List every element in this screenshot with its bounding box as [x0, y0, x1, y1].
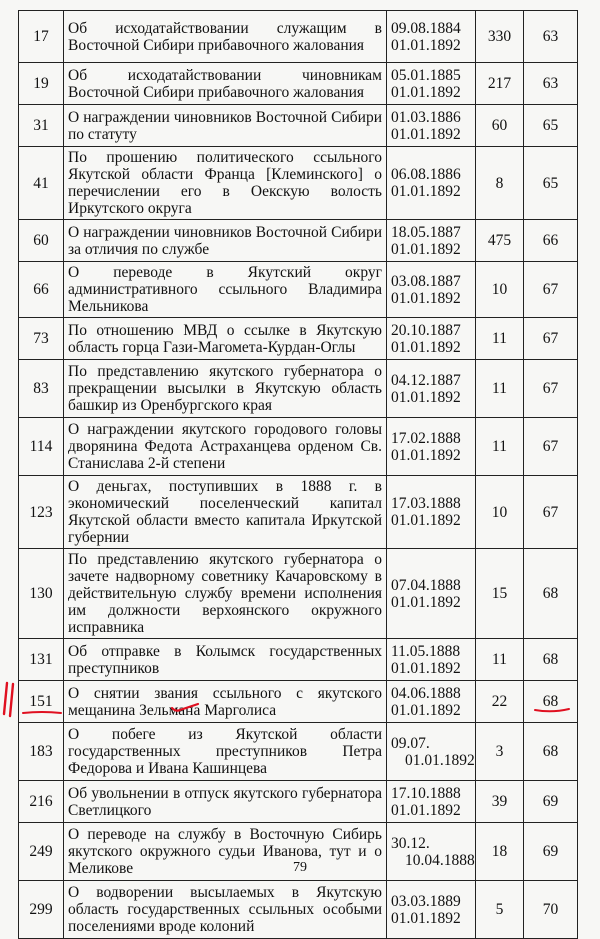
start-date: 03.08.1887 — [391, 272, 461, 290]
case-dates — [387, 262, 476, 318]
page-ref: 67 — [524, 360, 578, 418]
sheet-count: 22 — [476, 681, 524, 723]
case-number: 216 — [19, 781, 64, 823]
start-date: 06.08.1886 — [391, 166, 461, 183]
page-ref: 67 — [524, 318, 578, 360]
case-dates — [387, 476, 476, 549]
start-date: 04.06.1888 — [391, 684, 461, 702]
case-dates — [387, 63, 476, 105]
end-date: 01.01.1892 — [391, 289, 461, 307]
start-date: 30.12. — [391, 834, 430, 852]
case-number: 83 — [19, 360, 64, 418]
case-dates — [387, 881, 476, 939]
case-number: 249 — [19, 823, 64, 881]
end-date: 01.01.1892 — [391, 701, 461, 719]
table-row — [19, 360, 578, 418]
table-row — [19, 881, 578, 939]
red-check-mark-icon — [1, 680, 19, 720]
end-date: 01.01.1892 — [391, 183, 461, 200]
start-date: 09.07. — [391, 734, 430, 752]
page-ref: 66 — [524, 220, 578, 262]
case-title: О снятии звания ссыльного с якутского мещанина Зельмана Марголиса — [64, 681, 387, 723]
end-date: 01.01.1892 — [391, 83, 461, 101]
sheet-count: 10 — [476, 476, 524, 549]
case-dates — [387, 11, 476, 63]
table-row — [19, 63, 578, 105]
page-ref: 70 — [524, 881, 578, 939]
start-date: 04.12.1887 — [391, 371, 461, 389]
case-number: 131 — [19, 639, 64, 681]
case-title: О награждении чиновников Восточной Сибири по статуту — [64, 105, 387, 147]
archive-inventory-table — [18, 10, 578, 939]
table-row — [19, 11, 578, 63]
sheet-count: 11 — [476, 318, 524, 360]
start-date: 17.10.1888 — [391, 784, 461, 802]
sheet-count: 11 — [476, 639, 524, 681]
start-date: 05.01.1885 — [391, 66, 461, 84]
table-row — [19, 105, 578, 147]
table-row — [19, 418, 578, 476]
case-title: О побеге из Якутской области государственных преступников Петра Федорова и Ивана Кашинцева — [64, 723, 387, 781]
end-date: 01.01.1892 — [391, 909, 461, 927]
page-ref: 63 — [524, 63, 578, 105]
page-ref: 67 — [524, 262, 578, 318]
sheet-count: 39 — [476, 781, 524, 823]
sheet-count: 3 — [476, 723, 524, 781]
case-number: 151 — [19, 681, 64, 723]
case-dates — [387, 220, 476, 262]
case-title: О водворении высылаемых в Якутскую область государственных ссыльных особыми поселениями вроде колоний — [64, 881, 387, 939]
sheet-count: 217 — [476, 63, 524, 105]
page-ref: 68 — [524, 549, 578, 639]
table-row — [19, 681, 578, 723]
page-ref: 68 — [524, 639, 578, 681]
page-ref: 67 — [524, 418, 578, 476]
case-dates — [387, 781, 476, 823]
start-date: 03.03.1889 — [391, 892, 461, 910]
start-date: 18.05.1887 — [391, 223, 461, 241]
page-ref: 69 — [524, 823, 578, 881]
case-number: 41 — [19, 147, 64, 220]
end-date: 01.01.1892 — [391, 659, 461, 677]
page-ref: 68 — [524, 681, 578, 723]
table-row — [19, 220, 578, 262]
case-title: По отношению МВД о ссылке в Якутскую область горца Гази-Магомета-Курдан-Оглы — [64, 318, 387, 360]
table-row — [19, 147, 578, 220]
page-ref: 65 — [524, 147, 578, 220]
end-date: 01.01.1892 — [391, 593, 461, 611]
start-date: 17.03.1888 — [391, 495, 461, 512]
case-dates — [387, 723, 476, 781]
start-date: 11.05.1888 — [391, 642, 461, 660]
sheet-count: 475 — [476, 220, 524, 262]
sheet-count: 5 — [476, 881, 524, 939]
case-dates — [387, 418, 476, 476]
case-number: 130 — [19, 549, 64, 639]
case-number: 73 — [19, 318, 64, 360]
case-number: 19 — [19, 63, 64, 105]
case-title: О награждении якутского городового головы дворянина Федота Астраханцева орденом Св. Станислава 2-й степени — [64, 418, 387, 476]
case-number: 183 — [19, 723, 64, 781]
page-ref: 69 — [524, 781, 578, 823]
case-number: 17 — [19, 11, 64, 63]
end-date: 01.01.1892 — [391, 801, 461, 819]
end-date: 10.04.1888 — [405, 851, 475, 869]
page-ref: 65 — [524, 105, 578, 147]
page-ref: 67 — [524, 476, 578, 549]
sheet-count: 8 — [476, 147, 524, 220]
table-row — [19, 476, 578, 549]
case-dates — [387, 639, 476, 681]
case-dates — [387, 105, 476, 147]
case-title: О награждении чиновников Восточной Сибири за отличия по службе — [64, 220, 387, 262]
case-title: Об увольнении в отпуск якутского губернатора Светлицкого — [64, 781, 387, 823]
sheet-count: 330 — [476, 11, 524, 63]
end-date: 01.01.1892 — [391, 512, 461, 529]
start-date: 07.04.1888 — [391, 576, 461, 594]
table-row — [19, 318, 578, 360]
table-row — [19, 639, 578, 681]
end-date: 01.01.1892 — [391, 125, 461, 143]
case-title: Об отправке в Колымск государственных преступников — [64, 639, 387, 681]
case-number: 299 — [19, 881, 64, 939]
case-title: По прошению политического ссыльного Якутской области Франца [Клеминского] о перечислении его в Оекскую волость Иркутского округа — [64, 147, 387, 220]
case-number: 114 — [19, 418, 64, 476]
start-date: 09.08.1884 — [391, 19, 461, 37]
case-number: 31 — [19, 105, 64, 147]
end-date: 01.01.1892 — [391, 240, 461, 258]
case-dates — [387, 681, 476, 723]
table-row — [19, 723, 578, 781]
case-number: 60 — [19, 220, 64, 262]
sheet-count: 18 — [476, 823, 524, 881]
page-ref: 68 — [524, 723, 578, 781]
start-date: 17.02.1888 — [391, 429, 461, 447]
case-number: 66 — [19, 262, 64, 318]
page-number: 79 — [293, 860, 307, 875]
case-title: По представлению якутского губернатора о прекращении высылки в Якутскую область башкир из Оренбургского края — [64, 360, 387, 418]
table-row — [19, 781, 578, 823]
sheet-count: 11 — [476, 418, 524, 476]
end-date: 01.01.1892 — [391, 388, 461, 406]
case-title: О деньгах, поступивших в 1888 г. в экономический поселенческий капитал Якутской области вместо капитала Иркутской губернии — [64, 476, 387, 549]
case-title: О переводе на службу в Восточную Сибирь якутского окружного судьи Иванова, тут и о Меликове — [64, 823, 387, 881]
end-date: 01.01.1892 — [391, 338, 461, 356]
end-date: 01.01.1892 — [391, 36, 461, 54]
table-row — [19, 262, 578, 318]
case-dates — [387, 360, 476, 418]
case-dates — [387, 318, 476, 360]
case-dates — [387, 549, 476, 639]
case-title: По представлению якутского губернатора о зачете надворному советнику Качаровскому в действительную службу времени исполнения им должности верхоянского окружного исправника — [64, 549, 387, 639]
start-date: 01.03.1886 — [391, 108, 461, 126]
table-row — [19, 549, 578, 639]
page-ref: 63 — [524, 11, 578, 63]
case-title: Об исходатайствовании служащим в Восточной Сибири прибавочного жалования — [64, 11, 387, 63]
end-date: 01.01.1892 — [391, 446, 461, 464]
case-dates — [387, 147, 476, 220]
end-date: 01.01.1892 — [405, 751, 475, 769]
case-title: О переводе в Якутский округ административного ссыльного Владимира Мельникова — [64, 262, 387, 318]
sheet-count: 11 — [476, 360, 524, 418]
sheet-count: 10 — [476, 262, 524, 318]
sheet-count: 15 — [476, 549, 524, 639]
sheet-count: 60 — [476, 105, 524, 147]
start-date: 20.10.1887 — [391, 321, 461, 339]
case-title: Об исходатайствовании чиновникам Восточной Сибири прибавочного жалования — [64, 63, 387, 105]
case-number: 123 — [19, 476, 64, 549]
